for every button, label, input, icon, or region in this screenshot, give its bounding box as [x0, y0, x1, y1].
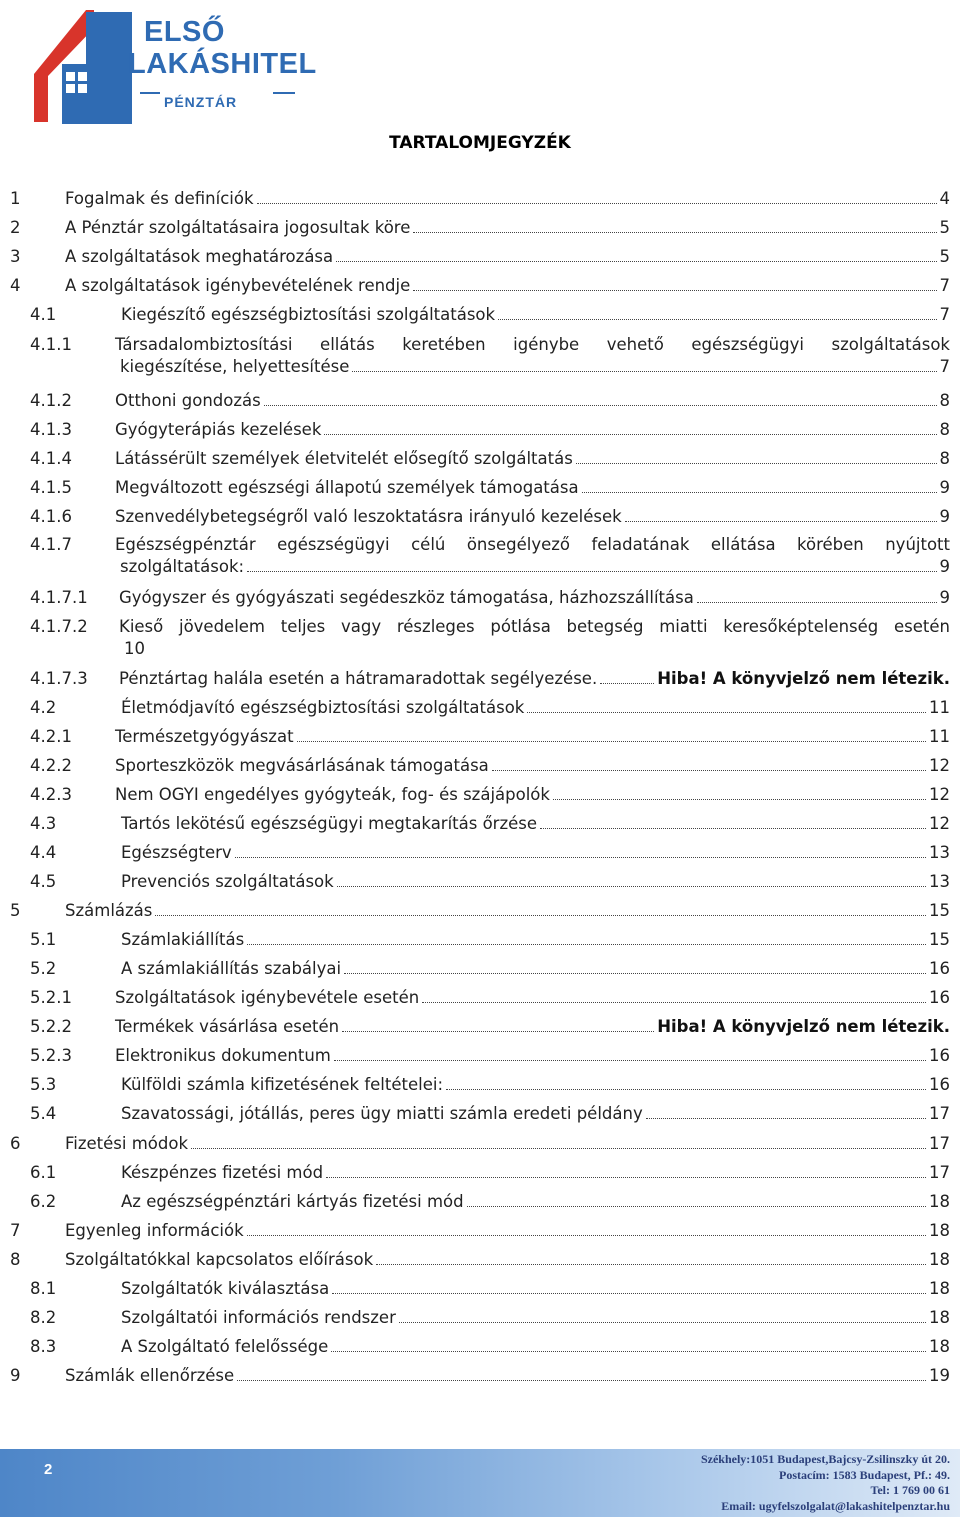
toc-entry-number: 6.2: [30, 1192, 57, 1211]
toc-entry-page: 19: [929, 1366, 950, 1385]
toc-entry-page: 8: [939, 449, 950, 468]
toc-entry-text: A Pénztár szolgáltatásaira jogosultak köre: [65, 218, 411, 237]
toc-entry-page: 8: [939, 420, 950, 439]
toc-entry-text-continued: kiegészítése, helyettesítése: [120, 357, 350, 376]
toc-entry-page: 11: [929, 698, 950, 717]
toc-entry-page: 11: [929, 727, 950, 746]
toc-entry-text: Szolgáltatókkal kapcsolatos előírások: [65, 1250, 374, 1269]
toc-entry-number: 4: [10, 276, 21, 295]
toc-entry-text: Nem OGYI engedélyes gyógyteák, fog- és szájápolók: [115, 785, 550, 804]
toc-entry-text: Termékek vásárlása esetén: [115, 1017, 340, 1036]
toc-dot-leader: [527, 711, 926, 713]
toc-entry-page: 9: [939, 588, 950, 607]
toc-entry-page: 12: [929, 814, 950, 833]
footer-address-line: Tel: 1 769 00 61: [870, 1483, 950, 1497]
house-logo-icon: [28, 4, 138, 126]
toc-dot-leader: [422, 1001, 926, 1003]
toc-dot-leader: [337, 885, 926, 887]
toc-entry-number: 8.1: [30, 1279, 57, 1298]
toc-dot-leader: [582, 491, 937, 493]
footer-address-line: Székhely:1051 Budapest,Bajcsy-Zsilinszky út 20.: [700, 1452, 950, 1466]
toc-entry-text: Gyógyterápiás kezelések: [115, 420, 322, 439]
toc-dot-leader: [326, 1176, 926, 1178]
toc-entry-number: 4.1: [30, 305, 57, 324]
toc-entry-text: Az egészségpénztári kártyás fizetési mód: [121, 1192, 464, 1211]
toc-entry-number: 8.3: [30, 1337, 57, 1356]
toc-entry-page: 9: [939, 478, 950, 497]
toc-dot-leader: [336, 260, 936, 262]
toc-dot-leader: [540, 827, 926, 829]
toc-entry-text-continued: szolgáltatások:: [120, 557, 245, 576]
toc-dot-leader: [332, 1292, 926, 1294]
toc-entry-number: 5.4: [30, 1104, 57, 1123]
toc-entry-number: 4.2: [30, 698, 57, 717]
toc-entry-text: Természetgyógyászat: [115, 727, 294, 746]
toc-entry-text: Gyógyszer és gyógyászati segédeszköz támogatása, házhozszállítása: [119, 588, 694, 607]
toc-entry-text: Szolgáltatók kiválasztása: [121, 1279, 330, 1298]
toc-entry-page: 18: [929, 1279, 950, 1298]
toc-dot-leader: [247, 570, 936, 572]
toc-entry-page: 12: [929, 756, 950, 775]
toc-entry-text: A szolgáltatások igénybevételének rendje: [65, 276, 411, 295]
toc-dot-leader: [553, 798, 926, 800]
toc-entry-number: 4.1.2: [30, 391, 72, 410]
toc-entry-text: Számlák ellenőrzése: [65, 1366, 235, 1385]
footer-address: [701, 1452, 950, 1514]
toc-entry-text: Szolgáltatások igénybevétele esetén: [115, 988, 420, 1007]
toc-entry-number: 4.5: [30, 872, 57, 891]
toc-dot-leader: [446, 1088, 926, 1090]
toc-entry-page: 7: [939, 276, 950, 295]
toc-entry-text: Sporteszközök megvásárlásának támogatása: [115, 756, 489, 775]
toc-entry-number: 8.2: [30, 1308, 57, 1327]
toc-entry-text: A számlakiállítás szabályai: [121, 959, 342, 978]
toc-entry-number: 5.2.1: [30, 988, 72, 1007]
toc-dot-leader: [324, 433, 936, 435]
footer-address-line: Email: ugyfelszolgalat@lakashitelpenztar.hu: [721, 1498, 950, 1513]
toc-entry-page: 18: [929, 1250, 950, 1269]
toc-entry-text: Készpénzes fizetési mód: [121, 1163, 324, 1182]
toc-entry-page: 9: [939, 557, 950, 576]
toc-entry-text: Látássérült személyek életvitelét elősegítő szolgáltatás: [115, 449, 573, 468]
toc-entry-number: 5.2.2: [30, 1017, 72, 1036]
toc-entry-number: 1: [10, 189, 21, 208]
toc-entry-page: 16: [929, 988, 950, 1007]
toc-entry-number: 4.3: [30, 814, 57, 833]
toc-dot-leader: [492, 769, 926, 771]
toc-entry-text: A Szolgáltató felelőssége: [121, 1337, 329, 1356]
toc-dot-leader: [334, 1059, 926, 1061]
toc-dot-leader: [191, 1147, 926, 1149]
toc-entry-number: 4.2.1: [30, 727, 72, 746]
toc-entry-number: 4.1.4: [30, 449, 72, 468]
toc-entry-text: Életmódjavító egészségbiztosítási szolgáltatások: [121, 698, 525, 717]
toc-entry-page: 9: [939, 507, 950, 526]
toc-entry-text: Szavatossági, jótállás, peres ügy miatti számla eredeti példány: [121, 1104, 643, 1123]
toc-title: TARTALOMJEGYZÉK: [389, 133, 571, 153]
toc-bookmark-error: Hiba! A könyvjelző nem létezik.: [657, 1017, 950, 1036]
toc-entry-number: 4.2.3: [30, 785, 72, 804]
logo-rule-left: [140, 92, 160, 94]
toc-dot-leader: [237, 1379, 926, 1381]
toc-entry-number: 4.1.7.1: [30, 588, 88, 607]
toc-entry-number: 5.3: [30, 1075, 57, 1094]
toc-entry-number: 2: [10, 218, 21, 237]
toc-entry-page: 17: [929, 1134, 950, 1153]
toc-dot-leader: [376, 1263, 926, 1265]
toc-entry-text: Prevenciós szolgáltatások: [121, 872, 334, 891]
logo-text-line1: ELSŐ: [144, 16, 225, 48]
toc-entry-page: 5: [939, 218, 950, 237]
toc-entry-number: 4.1.3: [30, 420, 72, 439]
toc-entry-text: Otthoni gondozás: [115, 391, 261, 410]
toc-entry-number: 5.2: [30, 959, 57, 978]
toc-entry-number: 5.2.3: [30, 1046, 72, 1065]
footer-address-line: Postacím: 1583 Budapest, Pf.: 49.: [779, 1467, 950, 1482]
toc-dot-leader: [646, 1117, 926, 1119]
toc-dot-leader: [576, 462, 937, 464]
toc-entry-page: 18: [929, 1308, 950, 1327]
toc-entry-page: 7: [939, 357, 950, 376]
toc-entry-page: 7: [939, 305, 950, 324]
toc-dot-leader: [399, 1321, 926, 1323]
toc-dot-leader: [413, 289, 936, 291]
toc-entry-text: Egyenleg információk: [65, 1221, 244, 1240]
toc-entry-page: 8: [939, 391, 950, 410]
toc-entry-text: Számlázás: [65, 901, 153, 920]
toc-entry-number: 4.1.7.2: [30, 617, 88, 636]
toc-entry-text: Egészségpénztár egészségügyi célú önsegélyező feladatának ellátása körében nyújtott: [115, 535, 950, 554]
toc-entry-page: 13: [929, 843, 950, 862]
page-footer: [0, 1449, 960, 1517]
toc-entry-text: Számlakiállítás: [121, 930, 245, 949]
toc-entry-page: 18: [929, 1221, 950, 1240]
toc-entry-text: Fizetési módok: [65, 1134, 189, 1153]
toc-entry-page: 4: [939, 189, 950, 208]
toc-entry-number: 4.1.7: [30, 535, 72, 554]
toc-entry-page: 16: [929, 1046, 950, 1065]
toc-dot-leader: [467, 1205, 926, 1207]
toc-dot-leader: [297, 740, 926, 742]
toc-dot-leader: [352, 370, 936, 372]
toc-entry-text: Kiegészítő egészségbiztosítási szolgáltatások: [121, 305, 496, 324]
toc-entry-number: 5: [10, 901, 21, 920]
toc-entry-number: 5.1: [30, 930, 57, 949]
toc-entry-text: Tartós lekötésű egészségügyi megtakarítás őrzése: [121, 814, 538, 833]
toc-entry-number: 9: [10, 1366, 21, 1385]
company-logo: [28, 4, 317, 126]
toc-entry-number: 6.1: [30, 1163, 57, 1182]
toc-entry-text: Szolgáltatói információs rendszer: [121, 1308, 396, 1327]
toc-dot-leader: [155, 914, 926, 916]
toc-entry-text-continued: 10: [124, 639, 145, 658]
toc-entry-text: Pénztártag halála esetén a hátramaradottak segélyezése.: [119, 669, 598, 688]
toc-entry-number: 7: [10, 1221, 21, 1240]
toc-entry-number: 4.1.6: [30, 507, 72, 526]
toc-dot-leader: [344, 972, 926, 974]
toc-entry-page: 15: [929, 930, 950, 949]
toc-entry-number: 6: [10, 1134, 21, 1153]
toc-entry-page: 15: [929, 901, 950, 920]
toc-entry-text: Megváltozott egészségi állapotú személyek támogatása: [115, 478, 579, 497]
logo-text-line3: PÉNZTÁR: [164, 94, 238, 110]
toc-entry-text: Külföldi számla kifizetésének feltételei:: [121, 1075, 443, 1094]
toc-dot-leader: [600, 682, 654, 684]
toc-entry-number: 4.4: [30, 843, 57, 862]
toc-entry-page: 18: [929, 1337, 950, 1356]
toc-dot-leader: [264, 404, 937, 406]
toc-entry-text: Társadalombiztosítási ellátás keretében igénybe vehető egészségügyi szolgáltatások: [115, 335, 950, 354]
toc-entry-text: Szenvedélybetegségről való leszoktatásra irányuló kezelések: [115, 507, 622, 526]
toc-entry-text: Kieső jövedelem teljes vagy részleges pótlása betegség miatti keresőképtelenség esetén: [119, 617, 950, 636]
toc-entry-number: 4.1.7.3: [30, 669, 88, 688]
logo-rule-right: [273, 92, 295, 94]
toc-entry-number: 4.1.1: [30, 335, 72, 354]
toc-entry-number: 8: [10, 1250, 21, 1269]
toc-entry-number: 4.1.5: [30, 478, 72, 497]
toc-entry-page: 18: [929, 1192, 950, 1211]
toc-entry-text: Egészségterv: [121, 843, 232, 862]
toc-dot-leader: [331, 1350, 926, 1352]
toc-dot-leader: [625, 520, 937, 522]
toc-entry-page: 12: [929, 785, 950, 804]
toc-dot-leader: [413, 231, 936, 233]
toc-entry-page: 16: [929, 959, 950, 978]
toc-entry-page: 5: [939, 247, 950, 266]
toc-entry-text: A szolgáltatások meghatározása: [65, 247, 334, 266]
toc-entry-page: 17: [929, 1163, 950, 1182]
toc-dot-leader: [247, 1234, 926, 1236]
toc-entry-page: 13: [929, 872, 950, 891]
toc-dot-leader: [342, 1030, 654, 1032]
toc-dot-leader: [697, 601, 937, 603]
toc-dot-leader: [247, 943, 926, 945]
toc-dot-leader: [235, 856, 926, 858]
toc-entry-text: Fogalmak és definíciók: [65, 189, 254, 208]
toc-bookmark-error: Hiba! A könyvjelző nem létezik.: [657, 669, 950, 688]
toc-dot-leader: [257, 202, 937, 204]
toc-entry-page: 17: [929, 1104, 950, 1123]
toc-entry-number: 4.2.2: [30, 756, 72, 775]
logo-text-line2: LAKÁSHITEL: [128, 48, 317, 80]
toc-entry-page: 16: [929, 1075, 950, 1094]
toc-entry-text: Elektronikus dokumentum: [115, 1046, 331, 1065]
toc-dot-leader: [498, 318, 936, 320]
page-number: 2: [44, 1461, 53, 1478]
toc-entry-number: 3: [10, 247, 21, 266]
